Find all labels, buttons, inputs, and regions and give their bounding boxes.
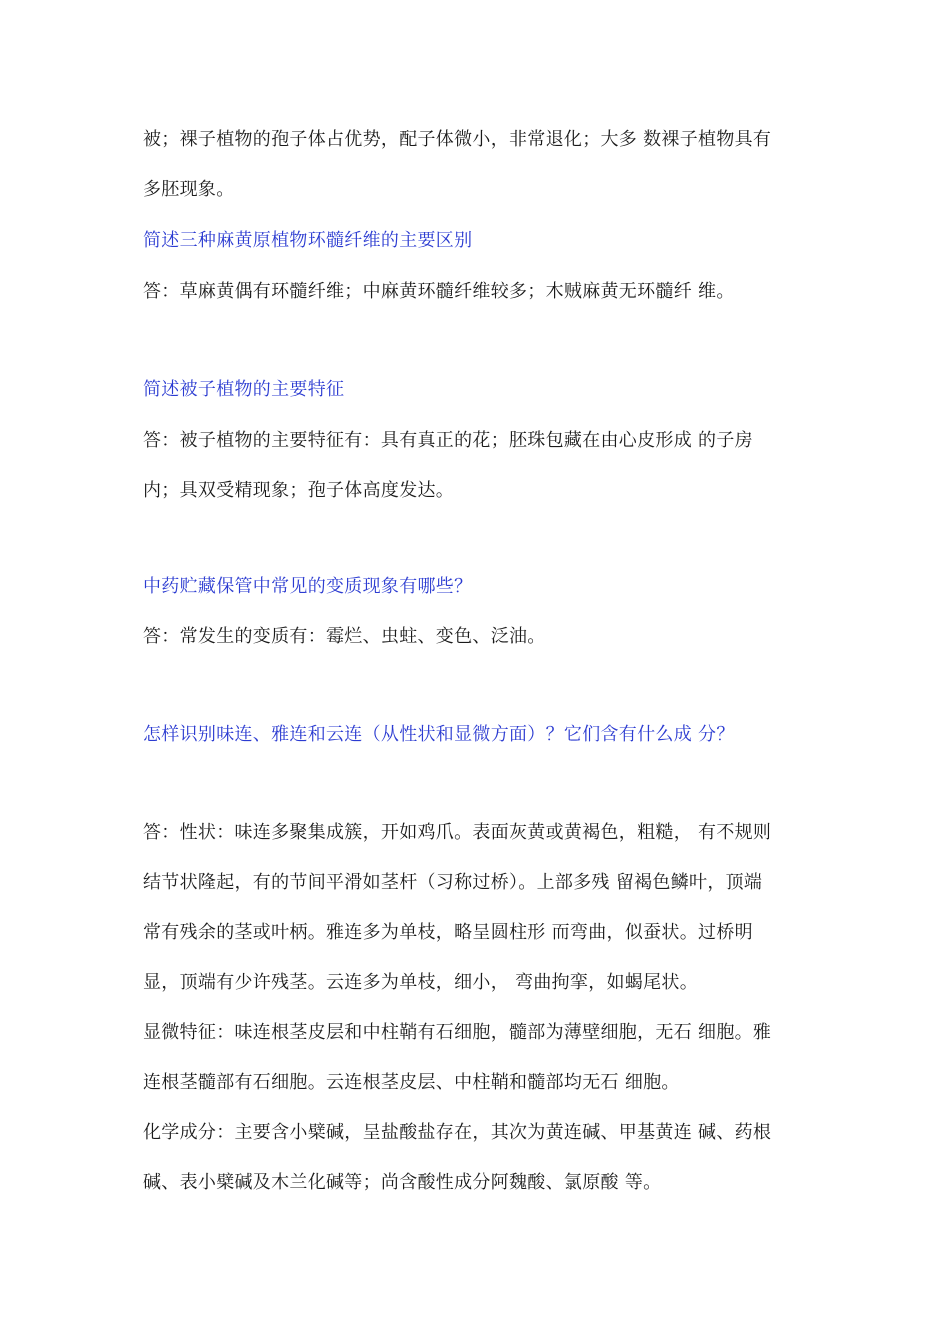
answer-text-line: 连根茎髓部有石细胞。云连根茎皮层、中柱鞘和髓部均无石 细胞。 (143, 1072, 680, 1093)
answer-text-line: 答：常发生的变质有：霉烂、虫蛀、变色、泛油。 (143, 626, 546, 647)
question-heading: 怎样识别味连、雅连和云连（从性状和显微方面）？它们含有什么成 分？ (143, 724, 735, 745)
question-heading: 简述被子植物的主要特征 (143, 379, 345, 400)
question-heading: 简述三种麻黄原植物环髓纤维的主要区别 (143, 230, 473, 251)
answer-text-line: 答：草麻黄偶有环髓纤维；中麻黄环髓纤维较多；木贼麻黄无环髓纤 维。 (143, 281, 735, 302)
answer-text-line: 常有残余的茎或叶柄。雅连多为单枝，略呈圆柱形 而弯曲，似蚕状。过桥明 (143, 922, 753, 943)
answer-text-line: 显，顶端有少许残茎。云连多为单枝，细小， 弯曲拘挛，如蝎尾状。 (143, 972, 699, 993)
question-heading: 中药贮藏保管中常见的变质现象有哪些？ (143, 576, 473, 597)
answer-text-line: 答：性状：味连多聚集成簇，开如鸡爪。表面灰黄或黄褐色，粗糙， 有不规则 (143, 822, 772, 843)
body-text-line: 被；裸子植物的孢子体占优势，配子体微小，非常退化；大多 数裸子植物具有 (143, 129, 772, 150)
answer-text-line: 内；具双受精现象；孢子体高度发达。 (143, 480, 455, 501)
answer-text-line: 答：被子植物的主要特征有：具有真正的花；胚珠包藏在由心皮形成 的子房 (143, 430, 753, 451)
answer-text-line: 化学成分：主要含小檗碱，呈盐酸盐存在，其次为黄连碱、甲基黄连 碱、药根 (143, 1122, 772, 1143)
answer-text-line: 显微特征：味连根茎皮层和中柱鞘有石细胞，髓部为薄壁细胞，无石 细胞。雅 (143, 1022, 772, 1043)
answer-text-line: 结节状隆起，有的节间平滑如茎杆（习称过桥）。上部多残 留褐色鳞叶，顶端 (143, 872, 763, 893)
body-text-line: 多胚现象。 (143, 179, 235, 200)
answer-text-line: 碱、表小檗碱及木兰化碱等；尚含酸性成分阿魏酸、氯原酸 等。 (143, 1172, 662, 1193)
